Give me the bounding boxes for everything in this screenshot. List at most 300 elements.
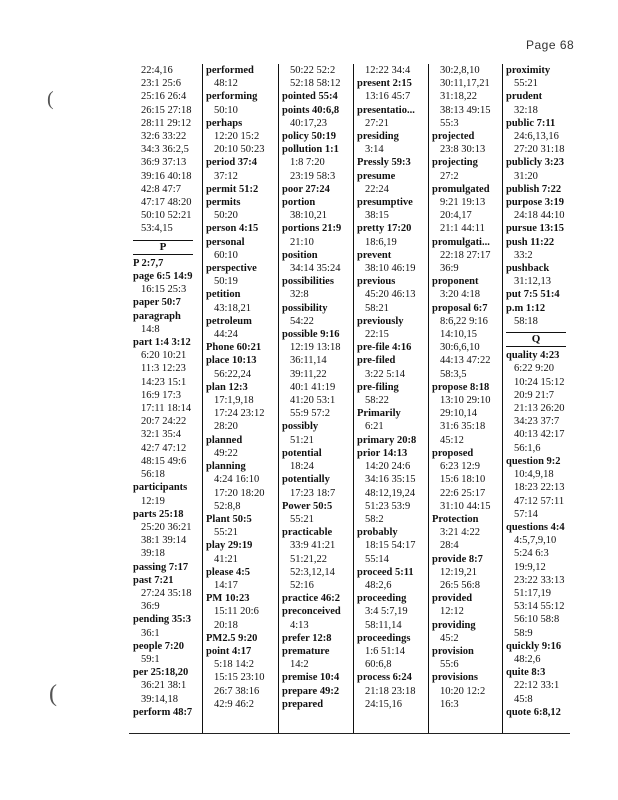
index-entry: [206, 539, 274, 565]
page-line-reference: 58:9: [514, 627, 533, 639]
page-line-reference: 38:10 46:19: [365, 263, 416, 275]
index-entry: [206, 434, 274, 460]
index-entry: [206, 341, 274, 354]
page-line-reference: 44:13 47:22: [440, 355, 491, 367]
index-entry: [282, 183, 350, 196]
index-entry: [282, 447, 350, 473]
index-entry-continued: [432, 64, 500, 130]
index-term: position: [282, 249, 318, 261]
page-line-reference: 38:10,21: [290, 210, 328, 222]
page-line-reference: 14:2: [290, 659, 309, 671]
page-line-reference: 40:13 42:17: [514, 429, 565, 441]
page-line-reference: 22:18 27:17: [440, 249, 491, 261]
page-line-reference: 12:20 15:2: [214, 131, 260, 143]
page-line-reference: 55:21: [514, 78, 538, 90]
page-line-reference: 48:2,6: [514, 653, 541, 665]
index-entry: [357, 407, 425, 433]
index-entry: [282, 104, 350, 130]
page-line-reference: 41:21: [214, 553, 238, 565]
page-line-reference: 10:20 12:2: [440, 685, 486, 697]
index-term: person 4:15: [206, 223, 259, 235]
page-line-reference: 51:23 53:9: [365, 500, 411, 512]
column-rule: [202, 64, 203, 734]
page-line-reference: 38:1 39:14: [141, 535, 187, 547]
index-entry: [432, 183, 500, 236]
page-line-reference: 22:6 25:17: [440, 487, 486, 499]
page-line-reference: 25:20 36:21: [141, 521, 192, 533]
column-rule: [428, 64, 429, 734]
page-line-reference: 18:23 22:13: [514, 482, 565, 494]
page-line-reference: 27:24 35:18: [141, 587, 192, 599]
page-line-reference: 10:24 15:12: [514, 376, 565, 388]
index-term: quickly 9:16: [506, 640, 562, 652]
index-entry: [206, 90, 274, 116]
page-line-reference: 36:9: [141, 601, 160, 613]
page-line-reference: 26:7 38:16: [214, 685, 260, 697]
index-entry: [282, 328, 350, 420]
page-line-reference: 14:8: [141, 323, 160, 335]
page-line-reference: 12:12: [440, 606, 464, 618]
index-term: portions 21:9: [282, 223, 342, 235]
index-term: practice 46:2: [282, 593, 341, 605]
index-entry: [282, 698, 350, 711]
page-line-reference: 52:8,8: [214, 500, 241, 512]
index-entry: [506, 521, 572, 640]
page-line-reference: 37:12: [214, 170, 238, 182]
index-entry: [206, 288, 274, 314]
index-entry: [133, 336, 199, 481]
punch-hole-mark-top: (: [47, 88, 54, 110]
index-entry: [133, 574, 199, 614]
page-line-reference: 60:6,8: [365, 659, 392, 671]
index-entry-continued: [357, 64, 425, 77]
page-line-reference: 20:4,17: [440, 210, 472, 222]
index-entry: [432, 592, 500, 618]
index-term: permit 51:2: [206, 183, 259, 195]
page-line-reference: 33:2: [514, 249, 533, 261]
index-term: potentially: [282, 474, 330, 486]
page-line-reference: 4:5,7,9,10: [514, 535, 557, 547]
page-line-reference: 28:20: [214, 421, 238, 433]
index-entry: [282, 685, 350, 698]
index-term: people 7:20: [133, 640, 185, 652]
page-line-reference: 6:21: [365, 421, 384, 433]
index-term: PM2.5 9:20: [206, 632, 258, 644]
page-line-reference: 27:20 31:18: [514, 144, 565, 156]
page-line-reference: 3:14: [365, 144, 384, 156]
page-line-reference: 16:9 17:3: [141, 389, 181, 401]
page-line-reference: 60:10: [214, 249, 238, 261]
index-entry: [282, 526, 350, 592]
index-entry: [206, 592, 274, 632]
index-entry: [506, 236, 572, 262]
page-line-reference: 24:15,16: [365, 698, 403, 710]
page-line-reference: 50:22 52:2: [290, 65, 336, 76]
index-entry: [357, 592, 425, 632]
page-line-reference: 52:3,12,14: [290, 566, 335, 578]
index-column-4: [357, 64, 425, 734]
index-term: providing: [432, 619, 476, 631]
page-line-reference: 31:20: [514, 170, 538, 182]
index-entry: [432, 130, 500, 156]
page-line-reference: 39:14,18: [141, 693, 179, 705]
page-line-reference: 18:24: [290, 461, 314, 473]
index-term: prior 14:13: [357, 447, 408, 459]
page-line-reference: 11:3 12:23: [141, 363, 186, 375]
page-line-reference: 6:20 10:21: [141, 350, 187, 362]
page-line-reference: 21:18 23:18: [365, 685, 416, 697]
index-term: practicable: [282, 527, 333, 539]
index-column-6: [506, 64, 572, 734]
page-line-reference: 55:14: [365, 553, 389, 565]
page-line-reference: 22:12 33:1: [514, 680, 560, 692]
page-line-reference: 18:6,19: [365, 236, 397, 248]
page-line-reference: 32:18: [514, 104, 538, 116]
page-line-reference: 8:6,22 9:16: [440, 315, 488, 327]
index-entry: [357, 434, 425, 447]
index-term: pollution 1:1: [282, 144, 339, 156]
page-line-reference: 36:1: [141, 627, 160, 639]
page-line-reference: 12:22 34:4: [365, 65, 411, 76]
page-line-reference: 20:18: [214, 619, 238, 631]
index-entry: [282, 275, 350, 301]
index-entry: [506, 288, 572, 301]
index-term: presume: [357, 170, 396, 182]
page-line-reference: 55:9 57:2: [290, 408, 330, 420]
index-entry: [206, 460, 274, 513]
index-term: proponent: [432, 276, 479, 288]
index-term: pending 35:3: [133, 614, 192, 626]
index-entry: [133, 561, 199, 574]
index-entry-continued: [133, 64, 199, 236]
page-line-reference: 27:2: [440, 170, 459, 182]
page-line-reference: 40:17,23: [290, 117, 328, 129]
index-term: P 2:7,7: [133, 257, 164, 269]
page-line-reference: 20:10 50:23: [214, 144, 265, 156]
index-entry: [357, 104, 425, 130]
page-line-reference: 23:19 58:3: [290, 170, 336, 182]
page-line-reference: 55:6: [440, 659, 459, 671]
index-term: publish 7:22: [506, 183, 562, 195]
index-entry: [282, 592, 350, 605]
index-term: point 4:17: [206, 645, 252, 657]
index-term: policy 50:19: [282, 131, 336, 143]
index-term: publicly 3:23: [506, 157, 565, 169]
index-column-1: [133, 64, 199, 734]
page-line-reference: 49:22: [214, 447, 238, 459]
page-line-reference: 45:8: [514, 693, 533, 705]
page-line-reference: 56:10 58:8: [514, 614, 560, 626]
index-term: performed: [206, 65, 254, 76]
index-term: quite 8:3: [506, 667, 546, 679]
index-term: preconceived: [282, 606, 341, 618]
page-line-reference: 33:9 41:21: [290, 540, 336, 552]
index-entry: [133, 640, 199, 666]
page-line-reference: 28:4: [440, 540, 459, 552]
index-term: personal: [206, 236, 245, 248]
page-line-reference: 44:24: [214, 329, 238, 341]
index-entry: [133, 270, 199, 296]
index-term: past 7:21: [133, 574, 174, 586]
index-term: period 37:4: [206, 157, 258, 169]
index-term: possible 9:16: [282, 329, 340, 341]
index-term: proposal 6:7: [432, 302, 488, 314]
page-line-reference: 34:23 37:7: [514, 416, 560, 428]
index-term: pointed 55:4: [282, 91, 338, 103]
index-term: propose 8:18: [432, 381, 490, 393]
index-entry: [282, 90, 350, 103]
page-line-reference: 26:5 56:8: [440, 579, 480, 591]
column-rule: [502, 64, 503, 734]
index-term: paragraph: [133, 310, 181, 322]
index-entry: [133, 508, 199, 561]
index-term: projected: [432, 131, 475, 143]
page-line-reference: 39:16 40:18: [141, 170, 192, 182]
page-line-reference: 20:7 24:22: [141, 416, 187, 428]
page-line-reference: 34:14 35:24: [290, 263, 341, 275]
index-entry: [506, 455, 572, 521]
index-entry: [282, 473, 350, 499]
page-line-reference: 23:1 25:6: [141, 78, 181, 90]
index-term: potential: [282, 447, 322, 459]
index-entry: [432, 236, 500, 276]
index-term: premise 10:4: [282, 672, 340, 684]
index-entry: [357, 77, 425, 103]
index-entry: [133, 666, 199, 706]
page-line-reference: 5:18 14:2: [214, 659, 254, 671]
index-term: pre-file 4:16: [357, 342, 412, 354]
page-line-reference: 56:22,24: [214, 368, 252, 380]
word-index-table: [129, 64, 568, 734]
bottom-rule: [129, 733, 570, 734]
index-entry: [357, 447, 425, 526]
index-entry: [206, 262, 274, 288]
index-entry: [357, 315, 425, 341]
index-term: probably: [357, 527, 398, 539]
page-line-reference: 48:12: [214, 78, 238, 90]
letter-section-heading: Q: [506, 332, 566, 347]
page-line-reference: 17:11 18:14: [141, 403, 192, 415]
index-entry: [357, 170, 425, 196]
index-term: push 11:22: [506, 236, 555, 248]
index-term: prefer 12:8: [282, 632, 332, 644]
page-line-reference: 48:2,6: [365, 579, 392, 591]
index-term: Phone 60:21: [206, 342, 262, 354]
page-line-reference: 22:15: [365, 329, 389, 341]
page-line-reference: 25:16 26:4: [141, 91, 187, 103]
index-term: part 1:4 3:12: [133, 337, 191, 349]
index-entry: [282, 249, 350, 275]
index-entry: [357, 130, 425, 156]
index-term: presiding: [357, 131, 399, 143]
index-entry: [506, 666, 572, 706]
index-term: primary 20:8: [357, 434, 417, 446]
page-line-reference: 23:22 33:13: [514, 574, 565, 586]
page-line-reference: 56:1,6: [514, 442, 541, 454]
index-entry: [432, 619, 500, 645]
page-line-reference: 43:18,21: [214, 302, 252, 314]
page-line-reference: 58:11,14: [365, 619, 402, 631]
page-line-reference: 45:2: [440, 632, 459, 644]
page-line-reference: 10:4,9,18: [514, 469, 554, 481]
index-term: possibility: [282, 302, 328, 314]
page-line-reference: 50:10: [214, 104, 238, 116]
index-term: questions 4:4: [506, 521, 565, 533]
index-term: participants: [133, 482, 188, 494]
index-entry: [506, 222, 572, 235]
index-entry: [357, 381, 425, 407]
page-line-reference: 21:1 44:11: [440, 223, 485, 235]
page-line-reference: 39:11,22: [290, 368, 327, 380]
index-entry: [506, 640, 572, 666]
index-term: p.m 1:12: [506, 302, 546, 314]
index-term: planned: [206, 434, 243, 446]
page-line-reference: 47:12 57:11: [514, 495, 565, 507]
page-line-reference: 53:4,15: [141, 223, 173, 235]
index-term: pre-filed: [357, 355, 396, 367]
index-entry: [357, 196, 425, 222]
index-entry: [357, 249, 425, 275]
index-entry: [506, 196, 572, 222]
page-line-reference: 31:12,13: [514, 276, 552, 288]
index-term: premature: [282, 645, 330, 657]
index-term: perform 48:7: [133, 706, 193, 718]
index-term: pushback: [506, 263, 550, 275]
index-term: prevent: [357, 249, 392, 261]
index-entry-continued: [282, 64, 350, 90]
page-line-reference: 4:13: [290, 619, 309, 631]
index-entry: [357, 156, 425, 169]
index-entry: [357, 526, 425, 566]
page-line-reference: 36:9: [440, 263, 459, 275]
index-term: previously: [357, 315, 404, 327]
index-term: projecting: [432, 157, 478, 169]
page-line-reference: 32:6 33:22: [141, 131, 187, 143]
page-line-reference: 14:20 24:6: [365, 461, 411, 473]
page-line-reference: 52:18 58:12: [290, 78, 341, 90]
page-line-reference: 51:21,22: [290, 553, 328, 565]
page-line-reference: 20:9 21:7: [514, 389, 554, 401]
page-number-label: Page 68: [526, 38, 575, 52]
index-entry: [206, 117, 274, 157]
index-term: please 4:5: [206, 566, 251, 578]
index-entry: [357, 566, 425, 592]
page-line-reference: 58:18: [514, 315, 538, 327]
letter-section-heading: P: [133, 240, 193, 255]
index-term: promulgati...: [432, 236, 490, 248]
page-line-reference: 15:11 20:6: [214, 606, 259, 618]
index-entry: [506, 156, 572, 182]
page-line-reference: 24:18 44:10: [514, 210, 565, 222]
index-entry: [282, 130, 350, 143]
page-line-reference: 55:21: [290, 513, 314, 525]
index-term: proposed: [432, 447, 474, 459]
page-line-reference: 51:17,19: [514, 587, 552, 599]
index-entry: [506, 90, 572, 116]
page-line-reference: 29:10,14: [440, 408, 478, 420]
page-line-reference: 38:15: [365, 210, 389, 222]
index-entry: [206, 513, 274, 539]
page-line-reference: 17:20 18:20: [214, 487, 265, 499]
page-line-reference: 12:19,21: [440, 566, 478, 578]
page-line-reference: 42:9 46:2: [214, 698, 254, 710]
page-line-reference: 31:6 35:18: [440, 421, 486, 433]
index-term: proceed 5:11: [357, 566, 414, 578]
index-entry: [357, 222, 425, 248]
index-term: proximity: [506, 65, 551, 76]
index-term: provide 8:7: [432, 553, 483, 565]
index-entry: [282, 605, 350, 631]
page-line-reference: 30:11,17,21: [440, 78, 490, 90]
page-line-reference: 5:24 6:3: [514, 548, 549, 560]
page-line-reference: 50:20: [214, 210, 238, 222]
page-line-reference: 24:6,13,16: [514, 131, 559, 143]
index-entry: [206, 236, 274, 262]
page-line-reference: 12:19 13:18: [290, 342, 341, 354]
page-line-reference: 56:18: [141, 469, 165, 481]
page-line-reference: 40:1 41:19: [290, 381, 336, 393]
index-column-2: [206, 64, 274, 734]
index-entry: [282, 420, 350, 446]
index-entry: [432, 447, 500, 513]
index-term: Power 50:5: [282, 500, 333, 512]
index-entry: [506, 262, 572, 288]
index-entry: [282, 222, 350, 248]
index-entry: [432, 275, 500, 301]
index-term: pretty 17:20: [357, 223, 412, 235]
page-line-reference: 34:3 36:2,5: [141, 144, 189, 156]
page-line-reference: 22:4,16: [141, 65, 173, 76]
page-line-reference: 58:21: [365, 302, 389, 314]
page-line-reference: 17:23 18:7: [290, 487, 336, 499]
page-line-reference: 1:8 7:20: [290, 157, 325, 169]
index-term: previous: [357, 276, 396, 288]
index-entry: [506, 117, 572, 157]
index-entry: [282, 196, 350, 222]
index-term: pursue 13:15: [506, 223, 565, 235]
page-line-reference: 17:1,9,18: [214, 395, 254, 407]
index-entry: [282, 302, 350, 328]
index-term: promulgated: [432, 183, 490, 195]
index-entry: [432, 381, 500, 447]
index-entry: [282, 500, 350, 526]
index-entry: [133, 257, 199, 270]
page-line-reference: 58:3,5: [440, 368, 467, 380]
index-entry: [206, 64, 274, 90]
index-term: per 25:18,20: [133, 667, 189, 679]
index-entry: [357, 354, 425, 380]
page-line-reference: 47:17 48:20: [141, 197, 192, 209]
page-line-reference: 36:11,14: [290, 355, 327, 367]
index-term: presentatio...: [357, 104, 415, 116]
punch-hole-mark-bottom: (: [49, 681, 57, 707]
index-entry: [357, 632, 425, 672]
index-entry: [432, 156, 500, 182]
index-term: PM 10:23: [206, 593, 250, 605]
page-line-reference: 52:16: [290, 579, 314, 591]
page-line-reference: 12:19: [141, 495, 165, 507]
index-entry: [432, 553, 500, 593]
page-line-reference: 17:24 23:12: [214, 408, 265, 420]
page-line-reference: 16:15 25:3: [141, 284, 187, 296]
page-line-reference: 57:14: [514, 508, 538, 520]
index-term: petition: [206, 289, 241, 301]
index-term: quote 6:8,12: [506, 706, 561, 718]
index-entry: [206, 381, 274, 434]
index-column-5: [432, 64, 500, 734]
page-line-reference: 42:7 47:12: [141, 442, 187, 454]
index-term: quality 4:23: [506, 350, 560, 362]
